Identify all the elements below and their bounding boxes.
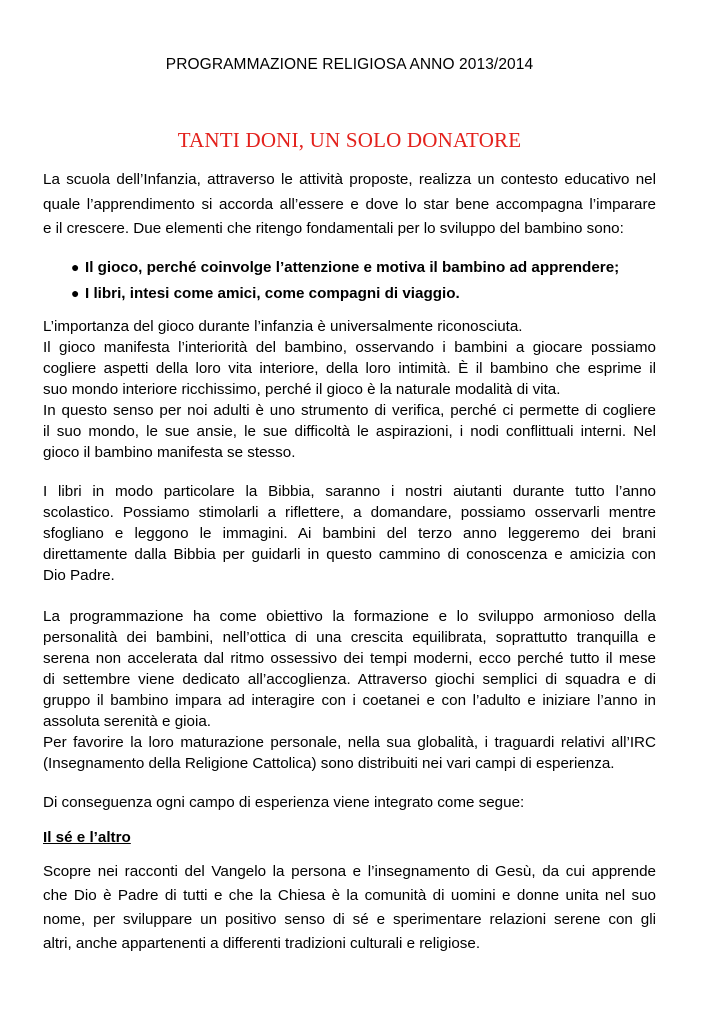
text-line: nome, per sviluppare un positivo senso di sé e sperimentare relazioni serene con gli [43, 911, 656, 928]
text-line: Di conseguenza ogni campo di esperienza viene integrato come segue: [43, 794, 525, 811]
text-line: cogliere aspetti della loro vita interiore, della loro intimità. È il bambino che esprime il [43, 360, 656, 377]
text-line: che Dio è Padre di tutti e che la Chiesa è la comunità di uomini e donne unita nel suo [43, 887, 656, 904]
paragraph-libri [43, 481, 656, 586]
bullet-list [71, 254, 661, 306]
text-line: gioco il bambino manifesta se stesso. [43, 444, 296, 461]
text-line: Scopre nei racconti del Vangelo la persona e l’insegnamento di Gesù, da cui apprende [43, 863, 656, 880]
intro-paragraph [43, 168, 656, 242]
text-line: di settembre viene dedicato all’accoglienza. Attraverso giochi semplici di squadra e di [43, 671, 656, 688]
text-line: e il crescere. Due elementi che ritengo fondamentali per lo sviluppo del bambino sono: [43, 220, 624, 237]
bullet-icon: ● [71, 259, 80, 275]
text-line: Dio Padre. [43, 567, 115, 584]
text-line: I libri in modo particolare la Bibbia, saranno i nostri aiutanti durante tutto l’anno [43, 483, 656, 500]
text-line: La scuola dell’Infanzia, attraverso le attività proposte, realizza un contesto educativo nel [43, 171, 656, 188]
list-item: ● Il gioco, perché coinvolge l’attenzione e motiva il bambino ad apprendere; [71, 254, 661, 280]
list-item: ● I libri, intesi come amici, come compagni di viaggio. [71, 280, 661, 306]
paragraph-programmazione [43, 606, 656, 774]
text-line: In questo senso per noi adulti è uno strumento di verifica, perché ci permette di cogliere [43, 402, 656, 419]
text-line: sfogliano e leggono le immagini. Ai bambini del terzo anno leggeremo dei brani [43, 525, 656, 542]
section-heading: Il sé e l’altro [43, 829, 131, 846]
text-line: scolastico. Possiamo stimolarli a riflettere, a domandare, possiamo osservarli mentre [43, 504, 656, 521]
text-line: Il gioco manifesta l’interiorità del bambino, osservando i bambini a giocare possiamo [43, 339, 656, 356]
text-line: serena non accelerata dal ritmo ossessivo dei tempi moderni, ecco perché tutto il mese [43, 650, 656, 667]
document-title: TANTI DONI, UN SOLO DONATORE [177, 128, 522, 152]
text-line: L’importanza del gioco durante l’infanzia è universalmente riconosciuta. [43, 318, 523, 335]
text-line: quale l’apprendimento si accorda all’essere e dove lo star bene accompagna l’imparare [43, 195, 656, 213]
text-line: gruppo il bambino impara ad interagire con i coetanei e con l’adulto e iniziare l’anno in [43, 692, 656, 709]
text-line: altri, anche appartenenti a differenti tradizioni culturali e religiose. [43, 935, 481, 952]
text-line: suo mondo interiore ricchissimo, perché il gioco è la naturale modalità di vita. [43, 381, 561, 398]
text-line: il suo mondo, le sue ansie, le sue difficoltà le aspirazioni, i nodi conflittuali interni. Nel [43, 423, 656, 440]
paragraph-gioco [43, 316, 656, 463]
text-line: assoluta serenità e gioia. [43, 713, 212, 730]
paragraph-conseguenza [43, 792, 656, 813]
paragraph-se-altro [43, 860, 656, 956]
text-line: La programmazione ha come obiettivo la formazione e lo sviluppo armonioso della [43, 608, 656, 625]
text-line: personalità dei bambini, nell’ottica di una crescita equilibrata, soprattutto tranquilla e [43, 629, 656, 646]
text-line: direttamente dalla Bibbia per guidarli in questo cammino di conoscenza e amicizia con [43, 546, 656, 563]
text-line: (Insegnamento della Religione Cattolica) sono distribuiti nei vari campi di esperienza. [43, 755, 615, 772]
bullet-icon: ● [71, 285, 80, 301]
text-line: Per favorire la loro maturazione personale, nella sua globalità, i traguardi relativi all’IRC [43, 734, 656, 751]
document-header: PROGRAMMAZIONE RELIGIOSA ANNO 2013/2014 [165, 56, 534, 73]
